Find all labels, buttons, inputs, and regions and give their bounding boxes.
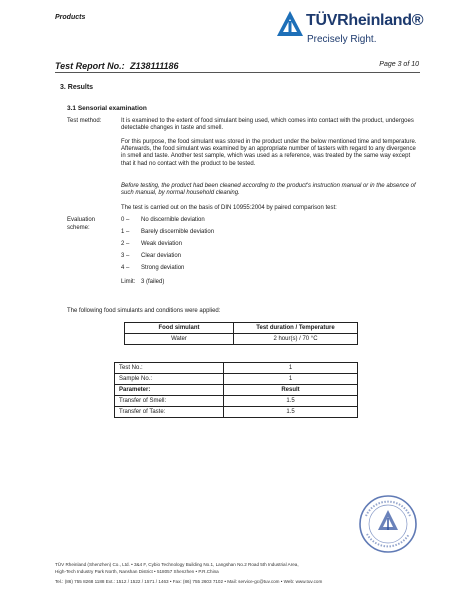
footer-line-3: Tel.: (86) 755 8268 1188 Ext.: 1512 / 1522 / 1571 / 1463 • Fax: (86) 755 2603 7102 • Mail: service-gc@tuv.com • Web: www.tuv.com [55, 579, 323, 584]
conditions-intro: The following food simulants and conditions were applied: [67, 308, 221, 314]
tuv-logo [276, 10, 426, 54]
table-cell: Water [125, 334, 234, 345]
subsection-title: 3.1 Sensorial examination [67, 105, 147, 112]
scale-item: 0 – No discernible deviation [121, 217, 205, 223]
table-cell: Transfer of Smell: [115, 396, 224, 407]
table-header-cell: Food simulant [125, 323, 234, 334]
brand-name: TÜVRheinland® [306, 12, 424, 29]
table-row [115, 374, 358, 385]
table-cell: Transfer of Taste: [115, 407, 224, 418]
report-label: Test Report No.: [55, 61, 125, 71]
table-row [125, 334, 358, 345]
test-method-label: Test method: [67, 118, 102, 124]
method-paragraph-1: It is examined to the extent of food simulant being used, which comes into contact with the product, undergoes detectable changes in taste and smell. [121, 118, 414, 132]
method-paragraph-2: For this purpose, the food simulant was stored in the product under the below mentioned time and temperature. Afterwards, the food simulant was examined by an appropriate number of tasters with regard to any divergence in smell and taste. Another test sample, which was used as a reference, was treated by the same way except that it had no contact with the product to be tested. [121, 139, 417, 167]
evaluation-label-2: scheme: [67, 225, 90, 231]
brand-tagline: Precisely Right. [307, 34, 377, 45]
method-paragraph-3: Before testing, the product had been cleaned according to the product's instruction manual or in the absence of such manual, by normal household cleaning. [121, 183, 416, 197]
results-table [114, 362, 358, 418]
report-number: Z138111186 [130, 61, 179, 71]
table-header-cell: Test duration / Temperature [234, 323, 358, 334]
footer-line-2: High-Tech Industry Park North, Nanshan District • 518057 Shenzhen • P.R.China [55, 569, 219, 574]
header-category: Products [55, 14, 86, 21]
scale-item: 1 – Barely discernible deviation [121, 229, 215, 235]
table-cell: Parameter: [115, 385, 224, 396]
section-title: 3. Results [60, 84, 94, 91]
scale-item: 2 – Weak deviation [121, 241, 182, 247]
limit-row: Limit: 3 (failed) [121, 279, 165, 285]
header-divider [55, 72, 420, 73]
table-cell: Sample No.: [115, 374, 224, 385]
company-seal-stamp [358, 494, 418, 554]
table-cell: 2 hour(s) / 70 °C [234, 334, 358, 345]
table-cell: 1.5 [224, 407, 358, 418]
page-indicator: Page 3 of 10 [379, 61, 419, 68]
table-cell: Result [224, 385, 358, 396]
table-cell: Test No.: [115, 363, 224, 374]
footer-line-1: TÜV Rheinland (Shenzhen) Co., Ltd. • 3&4 F, Cybio Technology Building No.1, Langshan No.2 Road 5th Industrial Area, [55, 562, 299, 567]
scale-item: 3 – Clear deviation [121, 253, 182, 259]
table-row [125, 323, 358, 334]
table-row [115, 385, 358, 396]
conditions-table [124, 322, 358, 345]
tuv-triangle-icon [276, 10, 304, 40]
scale-item: 4 – Strong deviation [121, 265, 185, 271]
table-row [115, 363, 358, 374]
evaluation-label: Evaluation [67, 217, 96, 223]
table-row [115, 396, 358, 407]
table-cell: 1 [224, 374, 358, 385]
table-cell: 1.5 [224, 396, 358, 407]
method-paragraph-4: The test is carried out on the basis of DIN 10955:2004 by paired comparison test: [121, 205, 337, 211]
table-cell: 1 [224, 363, 358, 374]
table-row [115, 407, 358, 418]
